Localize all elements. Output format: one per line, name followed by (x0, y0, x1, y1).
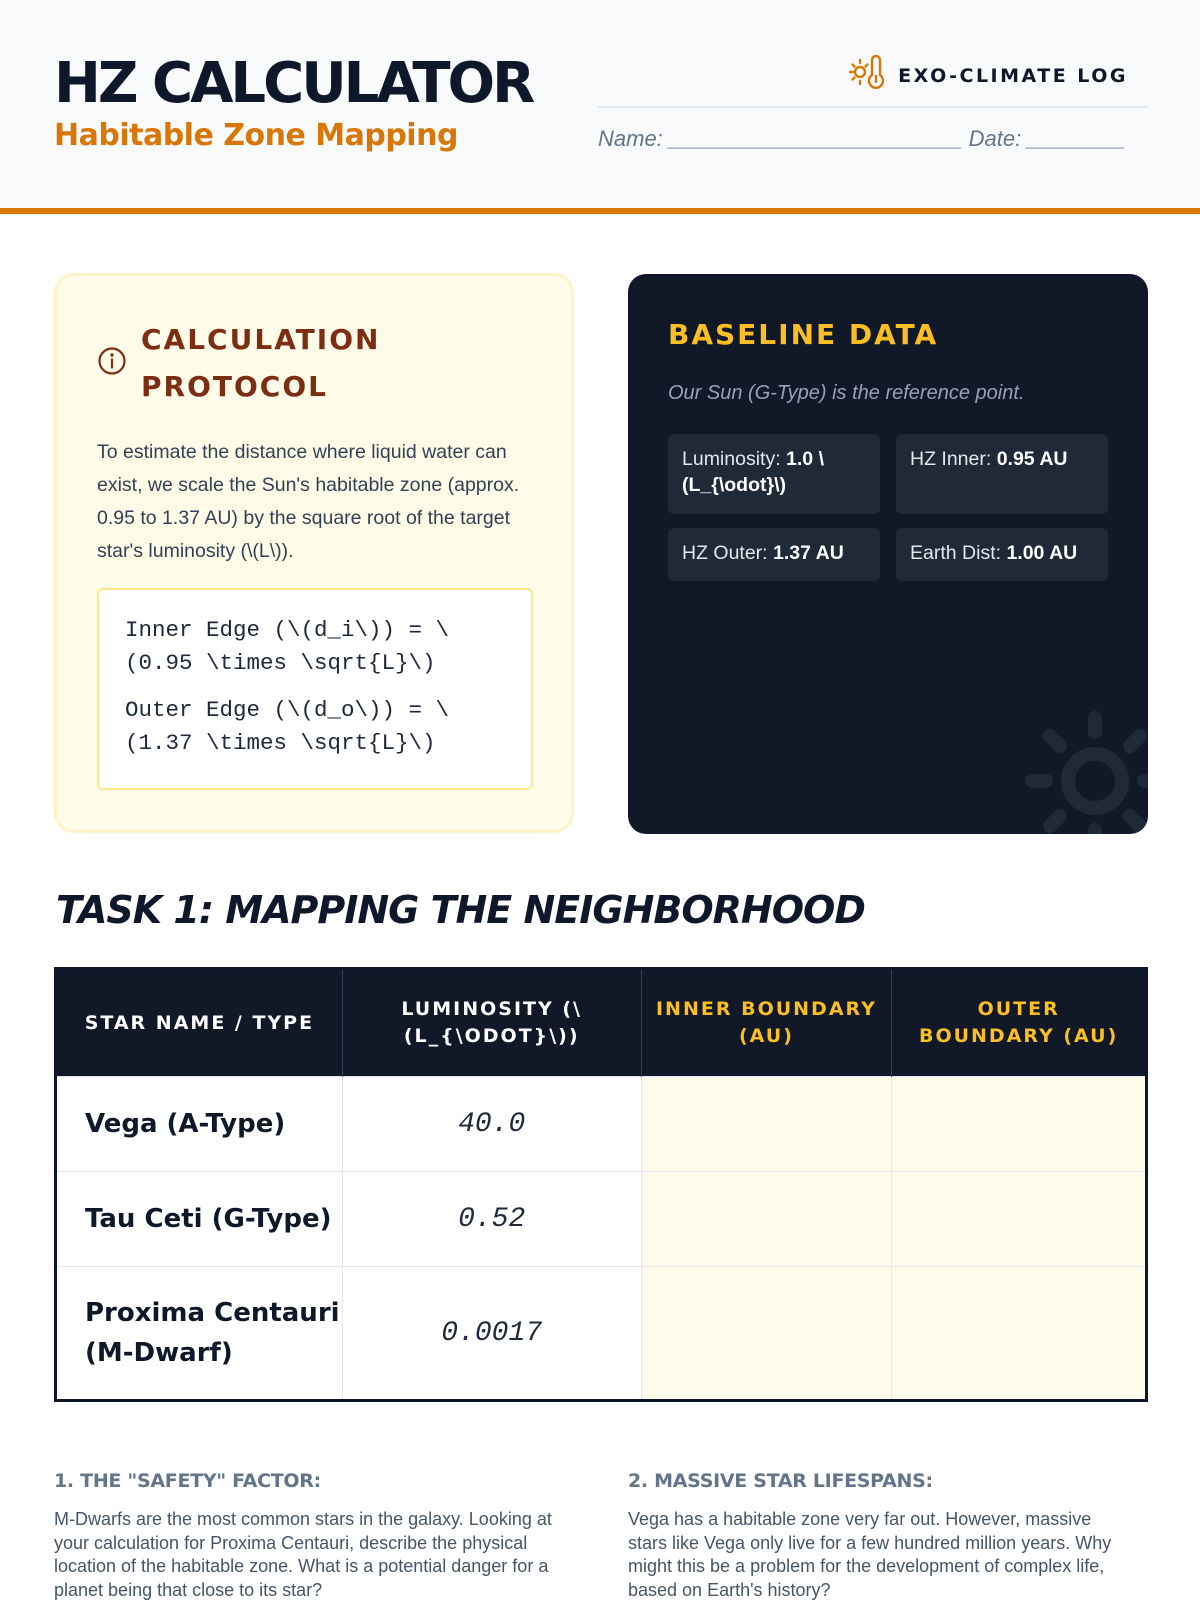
table-row (56, 1172, 1147, 1267)
formula-box (97, 588, 533, 790)
question-text: Vega has a habitable zone very far out. However, massive stars like Vega only live for a few hundred million years. Why might this be a problem for the development of complex life, based on Earth's history? (628, 1509, 1112, 1600)
star-name-cell: Vega (A-Type) (56, 1077, 343, 1172)
question-title: 2. MASSIVE STAR LIFESPANS: (628, 1470, 933, 1492)
protocol-heading (97, 316, 461, 410)
star-name-cell: Tau Ceti (G-Type) (56, 1172, 343, 1267)
page-subtitle: Habitable Zone Mapping (54, 118, 458, 153)
baseline-luminosity: Luminosity: 1.0 \(L_{\odot}\) (668, 434, 880, 514)
name-date-field[interactable]: Name: ________________________ Date: ________ (598, 126, 1126, 151)
outer-boundary-input[interactable] (892, 1267, 1147, 1401)
column-header: INNER BOUNDARY (AU) (641, 969, 892, 1077)
question-massive-star-lifespans (628, 1470, 1133, 1600)
baseline-subtitle: Our Sun (G-Type) is the reference point. (668, 382, 1025, 404)
log-brand (848, 54, 1128, 97)
baseline-grid (668, 434, 1108, 581)
page-title: HZ CALCULATOR (54, 51, 533, 116)
inner-boundary-input[interactable] (641, 1077, 892, 1172)
sun-thermometer-icon (848, 54, 886, 97)
star-name-cell: Proxima Centauri (M-Dwarf) (56, 1267, 343, 1401)
worksheet-header (0, 0, 1200, 214)
inner-boundary-input[interactable] (641, 1267, 892, 1401)
baseline-title: BASELINE DATA (668, 318, 939, 351)
calculation-protocol-card (54, 273, 574, 833)
baseline-earth-dist: Earth Dist: 1.00 AU (896, 528, 1108, 581)
outer-boundary-input[interactable] (892, 1172, 1147, 1267)
table-row (56, 1077, 1147, 1172)
column-header: LUMINOSITY (\(L_{\ODOT}\)) (342, 969, 641, 1077)
inner-boundary-input[interactable] (641, 1172, 892, 1267)
column-header: STAR NAME / TYPE (56, 969, 343, 1077)
question-title: 1. THE "SAFETY" FACTOR: (54, 1470, 321, 1492)
column-header: OUTER BOUNDARY (AU) (892, 969, 1147, 1077)
outer-boundary-input[interactable] (892, 1077, 1147, 1172)
task-title: TASK 1: MAPPING THE NEIGHBORHOOD (56, 888, 865, 932)
question-safety-factor (54, 1470, 559, 1600)
hz-table (54, 967, 1148, 1402)
sun-icon (1020, 706, 1148, 834)
brand-label: EXO-CLIMATE LOG (898, 64, 1128, 87)
header-divider (598, 106, 1148, 108)
baseline-hz-outer: HZ Outer: 1.37 AU (668, 528, 880, 581)
baseline-data-card (628, 274, 1148, 834)
protocol-description: To estimate the distance where liquid water can exist, we scale the Sun's habitable zone (approx. 0.95 to 1.37 AU) by the square root of the target star's luminosity (\(L\)). (97, 441, 520, 562)
table-row (56, 1267, 1147, 1401)
protocol-title: CALCULATION PROTOCOL (141, 323, 381, 403)
luminosity-cell: 40.0 (342, 1077, 641, 1172)
outer-edge-formula: Outer Edge (\(d_o\)) = \(1.37 \times \sqrt{L}\) (125, 697, 450, 756)
inner-edge-formula: Inner Edge (\(d_i\)) = \(0.95 \times \sqrt{L}\) (125, 617, 450, 676)
table-header-row (56, 969, 1147, 1077)
baseline-hz-inner: HZ Inner: 0.95 AU (896, 434, 1108, 514)
luminosity-cell: 0.0017 (342, 1267, 641, 1401)
info-icon (97, 346, 127, 381)
luminosity-cell: 0.52 (342, 1172, 641, 1267)
question-text: M-Dwarfs are the most common stars in the galaxy. Looking at your calculation for Proxima Centauri, describe the physical location of the habitable zone. What is a potential danger for a planet being that close to its star? (54, 1509, 552, 1600)
